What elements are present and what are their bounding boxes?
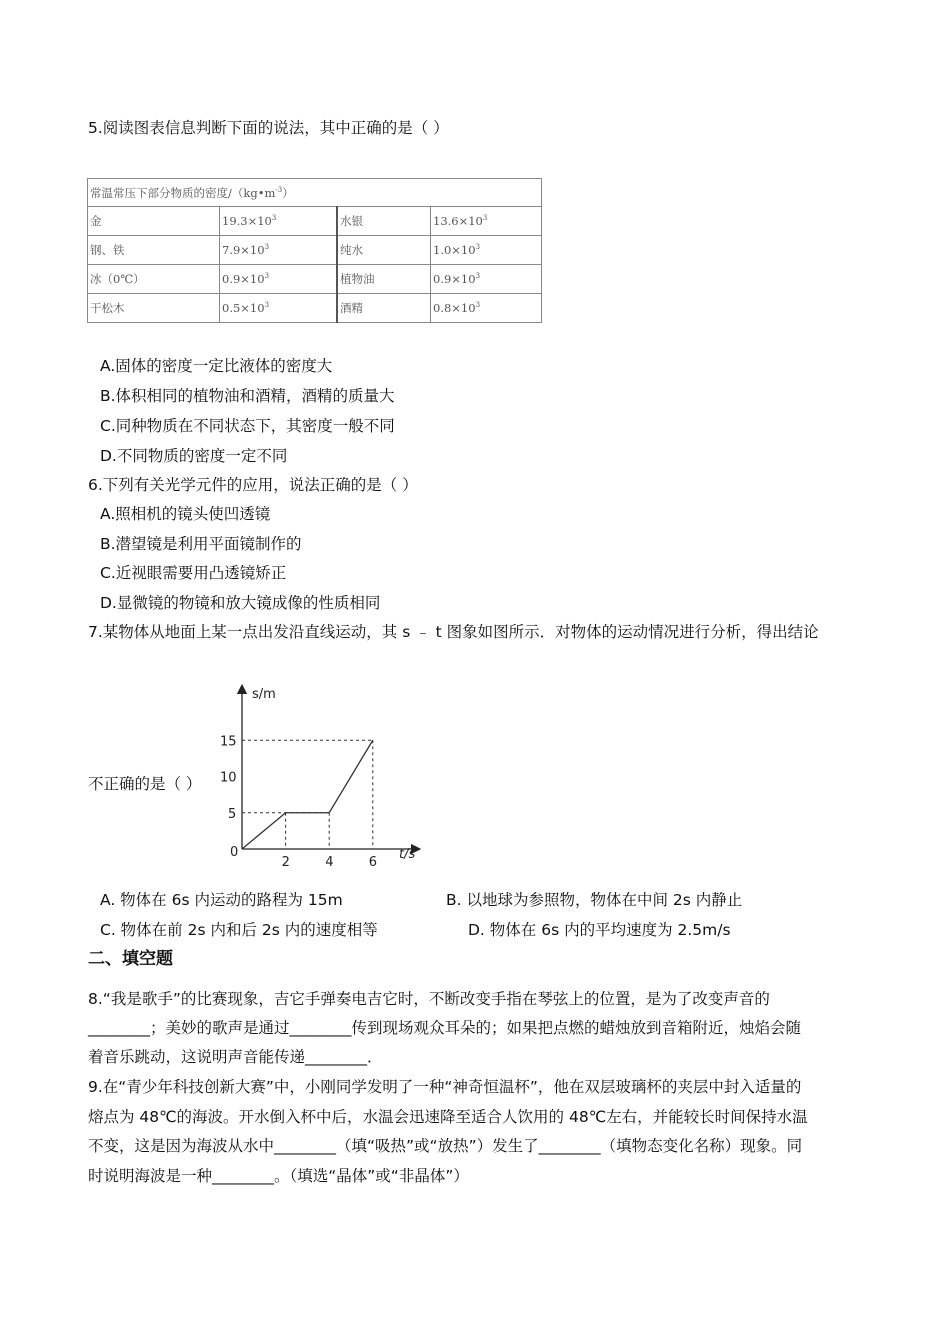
q8-line-1: 8.“我是歌手”的比赛现象，吉它手弹奏电吉它时，不断改变手指在琴弦上的位置，是为了改变声音的 bbox=[88, 990, 770, 1008]
table-cell: 水银 bbox=[337, 207, 431, 236]
table-cell: 冰（0℃） bbox=[88, 265, 220, 294]
y-tick-label: 10 bbox=[220, 770, 237, 786]
q8-line-3: 着音乐跳动，这说明声音能传递________． bbox=[88, 1048, 383, 1066]
table-cell: 酒精 bbox=[337, 294, 431, 323]
q5-option-a: A.固体的密度一定比液体的密度大 bbox=[100, 357, 333, 375]
q7-option-d: D. 物体在 6s 内的平均速度为 2.5m/s bbox=[468, 921, 731, 939]
q9-line-1: 9.在“青少年科技创新大赛”中，小刚同学发明了一种“神奇恒温杯”，他在双层玻璃杯的夹层中封入适量的 bbox=[88, 1078, 802, 1096]
q6-option-a: A.照相机的镜头使凹透镜 bbox=[100, 505, 271, 523]
x-tick-label: 6 bbox=[368, 855, 378, 868]
q6-option-c: C.近视眼需要用凸透镜矫正 bbox=[100, 564, 287, 582]
q5-option-d: D.不同物质的密度一定不同 bbox=[100, 447, 288, 465]
q6-option-d: D.显微镜的物镜和放大镜成像的性质相同 bbox=[100, 594, 381, 612]
q5-option-b: B.体积相同的植物油和酒精，酒精的质量大 bbox=[100, 387, 395, 405]
table-cell: 纯水 bbox=[337, 236, 431, 265]
table-cell: $0.5\times 10^3$ bbox=[220, 294, 338, 323]
density-table bbox=[87, 178, 542, 323]
table-row bbox=[88, 236, 542, 265]
x-axis-label: t/s bbox=[399, 847, 416, 862]
q7-option-a: A. 物体在 6s 内运动的路程为 15m bbox=[100, 891, 343, 909]
y-axis-label: s/m bbox=[252, 687, 276, 702]
table-cell: $0.8\times 10^3$ bbox=[431, 294, 542, 323]
y-tick-label: 15 bbox=[220, 734, 237, 750]
table-cell: 植物油 bbox=[337, 265, 431, 294]
q6-option-b: B.潜望镜是利用平面镜制作的 bbox=[100, 535, 302, 553]
table-cell: $7.9\times 10^3$ bbox=[220, 236, 338, 265]
table-cell: $0.9\times 10^3$ bbox=[220, 265, 338, 294]
table-row bbox=[88, 265, 542, 294]
q7-stem-continued: 不正确的是（ ） bbox=[88, 775, 202, 793]
y-tick-label: 5 bbox=[228, 806, 237, 822]
q9-line-4: 时说明海波是一种________。（填选“晶体”或“非晶体”） bbox=[88, 1167, 469, 1185]
x-tick-label: 4 bbox=[325, 855, 334, 868]
q6-stem: 6.下列有关光学元件的应用，说法正确的是（ ） bbox=[88, 476, 418, 494]
table-cell: 钢、铁 bbox=[88, 236, 220, 265]
table-cell: $19.3\times 10^3$ bbox=[220, 207, 338, 236]
origin-label: 0 bbox=[230, 845, 239, 860]
table-cell: $13.6\times 10^3$ bbox=[431, 207, 542, 236]
density-table-caption: 常温常压下部分物质的密度$/(kg•m^{-3})$ bbox=[88, 179, 542, 207]
table-cell: $0.9\times 10^3$ bbox=[431, 265, 542, 294]
table-row bbox=[88, 294, 542, 323]
table-cell: 金 bbox=[88, 207, 220, 236]
q9-line-2: 熔点为 48℃的海波。开水倒入杯中后，水温会迅速降至适合人饮用的 48℃左右，并能较长时间保持水温 bbox=[88, 1108, 808, 1126]
q7-option-b: B. 以地球为参照物，物体在中间 2s 内静止 bbox=[446, 891, 743, 909]
st-graph bbox=[212, 683, 427, 868]
x-tick-label: 2 bbox=[281, 855, 290, 868]
table-cell: $1.0\times 10^3$ bbox=[431, 236, 542, 265]
series-line bbox=[242, 740, 373, 849]
q7-option-c: C. 物体在前 2s 内和后 2s 内的速度相等 bbox=[100, 921, 378, 939]
table-cell: 干松木 bbox=[88, 294, 220, 323]
section-heading: 二、填空题 bbox=[88, 949, 173, 969]
q5-option-c: C.同种物质在不同状态下，其密度一般不同 bbox=[100, 417, 395, 435]
q9-line-3: 不变，这是因为海波从水中________（填“吸热”或“放热”）发生了________（填物态变化名称）现象。同 bbox=[88, 1137, 803, 1155]
q8-line-2: ________；美妙的歌声是通过________传到现场观众耳朵的；如果把点燃的蜡烛放到音箱附近，烛焰会随 bbox=[88, 1019, 802, 1037]
q7-stem: 7.某物体从地面上某一点出发沿直线运动，其 s ﹣ t 图象如图所示．对物体的运动情况进行分析，得出结论 bbox=[88, 623, 819, 641]
table-row bbox=[88, 207, 542, 236]
q5-stem: 5.阅读图表信息判断下面的说法，其中正确的是（ ） bbox=[88, 119, 449, 137]
